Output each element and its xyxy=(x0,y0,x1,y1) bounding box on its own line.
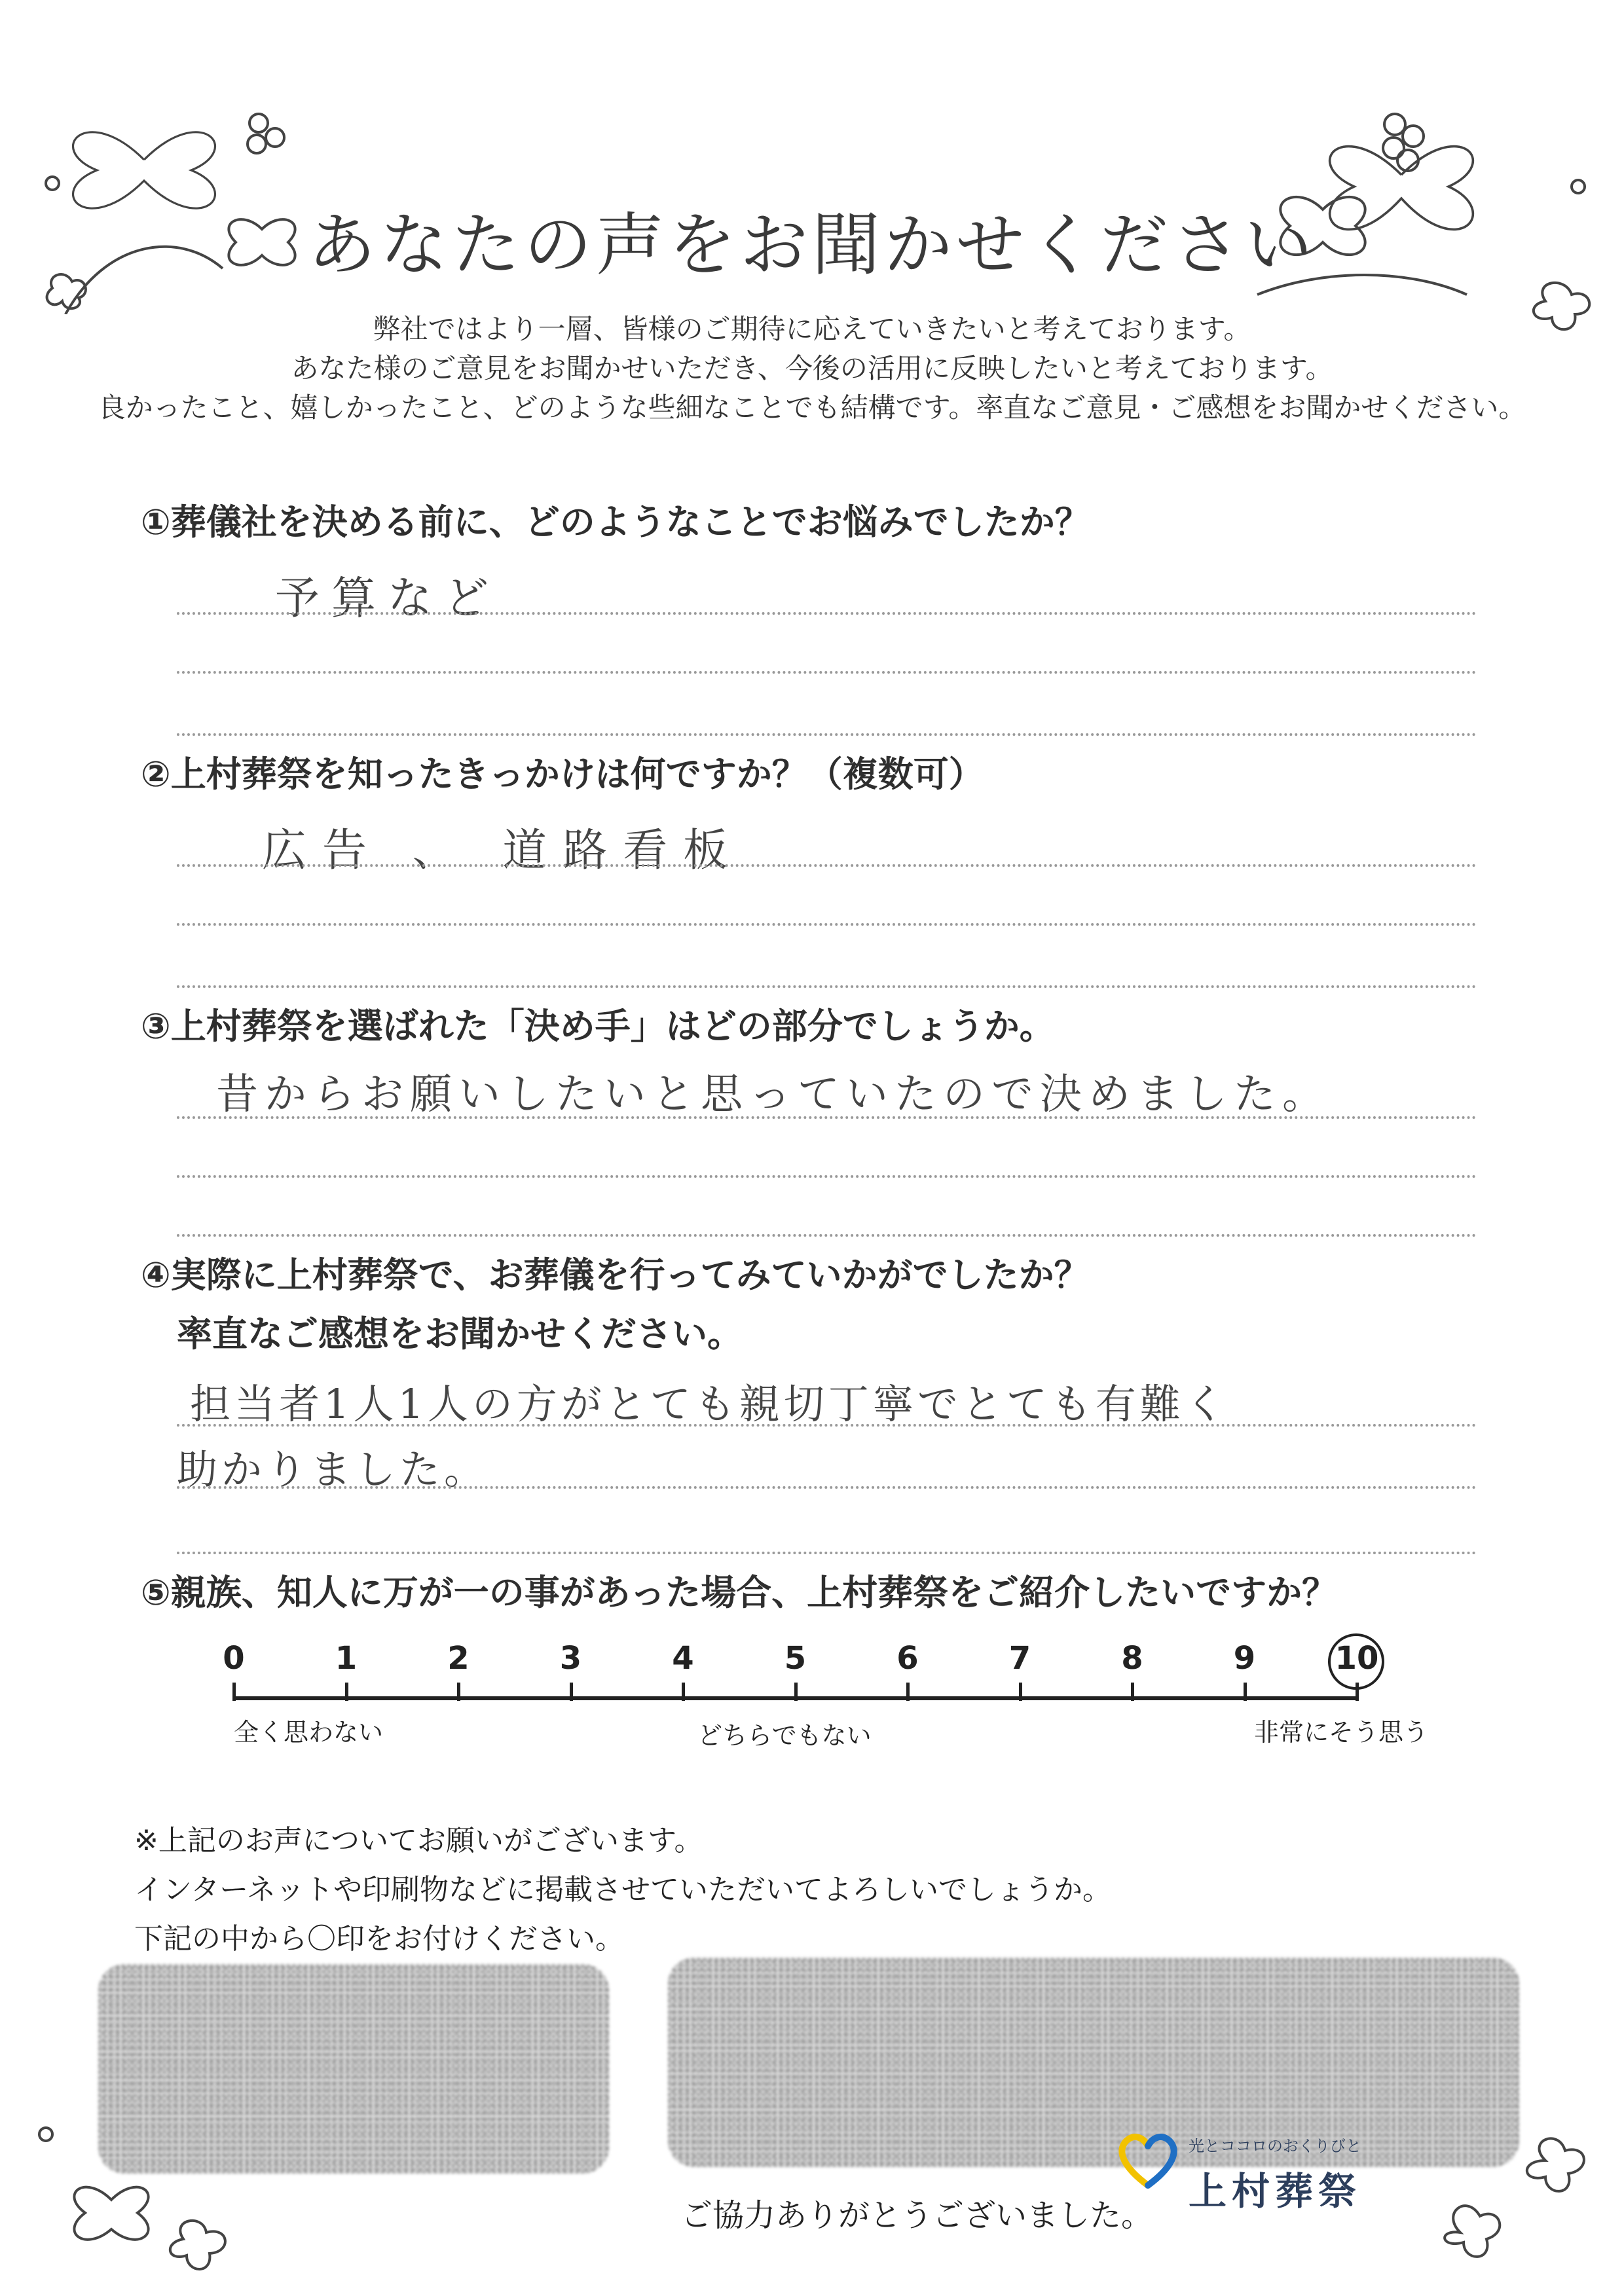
scale-label-middle: どちらでもない xyxy=(697,1721,872,1750)
answer-4-line-2: 助かりました。 xyxy=(177,1446,489,1493)
scale-number-7: 7 xyxy=(1008,1640,1031,1677)
scale-number-9: 9 xyxy=(1233,1640,1256,1677)
answer-line xyxy=(177,612,1477,615)
answer-line xyxy=(177,1424,1477,1427)
scale-number-4: 4 xyxy=(672,1640,694,1677)
redacted-area-right xyxy=(668,1958,1519,2167)
notice-line-3: 下記の中から〇印をお付けください。 xyxy=(134,1922,624,1956)
question-3: ③上村葬祭を選ばれた「決め手」はどの部分でしょうか。 xyxy=(141,1006,1055,1047)
rating-scale-axis xyxy=(234,1696,1357,1700)
heart-logo-icon xyxy=(1116,2121,1182,2193)
answer-3: 昔からお願いしたいと思っていたので決めました。 xyxy=(216,1070,1331,1119)
scale-label-left: 全く思わない xyxy=(234,1718,384,1747)
question-2: ②上村葬祭を知ったきっかけは何ですか？（複数可） xyxy=(141,754,984,795)
intro-line-2: あなた様のご意見をお聞かせいただき、今後の活用に反映したいと考えております。 xyxy=(291,352,1333,384)
brand-name: 上村葬祭 xyxy=(1189,2169,1362,2214)
scale-number-0: 0 xyxy=(223,1640,245,1677)
redacted-area-left xyxy=(98,1964,609,2174)
scale-number-8: 8 xyxy=(1121,1640,1143,1677)
answer-line xyxy=(177,733,1477,736)
answer-1: 予算など xyxy=(275,573,501,625)
page-title: あなたの声をお聞かせください xyxy=(307,205,1316,285)
answer-line xyxy=(177,1116,1477,1119)
intro-line-1: 弊社ではより一層、皆様のご期待に応えていきたいと考えております。 xyxy=(373,313,1251,345)
intro-line-3: 良かったこと、嬉しかったこと、どのような些細なことでも結構です。率直なご意見・ご感想をお聞かせください。 xyxy=(98,392,1526,424)
scale-number-3: 3 xyxy=(559,1640,582,1677)
answer-line xyxy=(177,923,1477,926)
scale-number-6: 6 xyxy=(896,1640,919,1677)
notice-line-2: インターネットや印刷物などに掲載させていただいてよろしいでしょうか。 xyxy=(134,1873,1112,1906)
scale-label-right: 非常にそう思う xyxy=(1254,1718,1429,1747)
answer-line xyxy=(177,864,1477,867)
thanks-message: ご協力ありがとうございました。 xyxy=(681,2197,1153,2234)
answer-line xyxy=(177,985,1477,988)
question-4-sub: 率直なご感想をお聞かせください。 xyxy=(177,1313,743,1355)
scale-number-2: 2 xyxy=(447,1640,470,1677)
scale-number-10: 10 xyxy=(1335,1640,1379,1677)
scale-number-1: 1 xyxy=(335,1640,358,1677)
question-4: ④実際に上村葬祭で、お葬儀を行ってみていかがでしたか？ xyxy=(141,1254,1090,1296)
question-1: ①葬儀社を決める前に、どのようなことでお悩みでしたか？ xyxy=(141,501,1090,543)
answer-line xyxy=(177,1175,1477,1178)
answer-line xyxy=(177,1552,1477,1554)
scale-number-5: 5 xyxy=(784,1640,807,1677)
selected-rating-circle xyxy=(1328,1633,1384,1690)
answer-line xyxy=(177,1234,1477,1237)
brand-tagline: 光とココロのおくりびと xyxy=(1189,2137,1361,2155)
answer-line xyxy=(177,1486,1477,1489)
answer-4-line-1: 担当者1人1人の方がとても親切丁寧でとても有難く xyxy=(190,1380,1229,1428)
notice-line-1: ※上記のお声についてお願いがございます。 xyxy=(134,1824,703,1857)
answer-2: 広告 、 道路看板 xyxy=(262,825,744,877)
answer-line xyxy=(177,671,1477,674)
question-5: ⑤親族、知人に万が一の事があった場合、上村葬祭をご紹介したいですか？ xyxy=(141,1572,1338,1613)
